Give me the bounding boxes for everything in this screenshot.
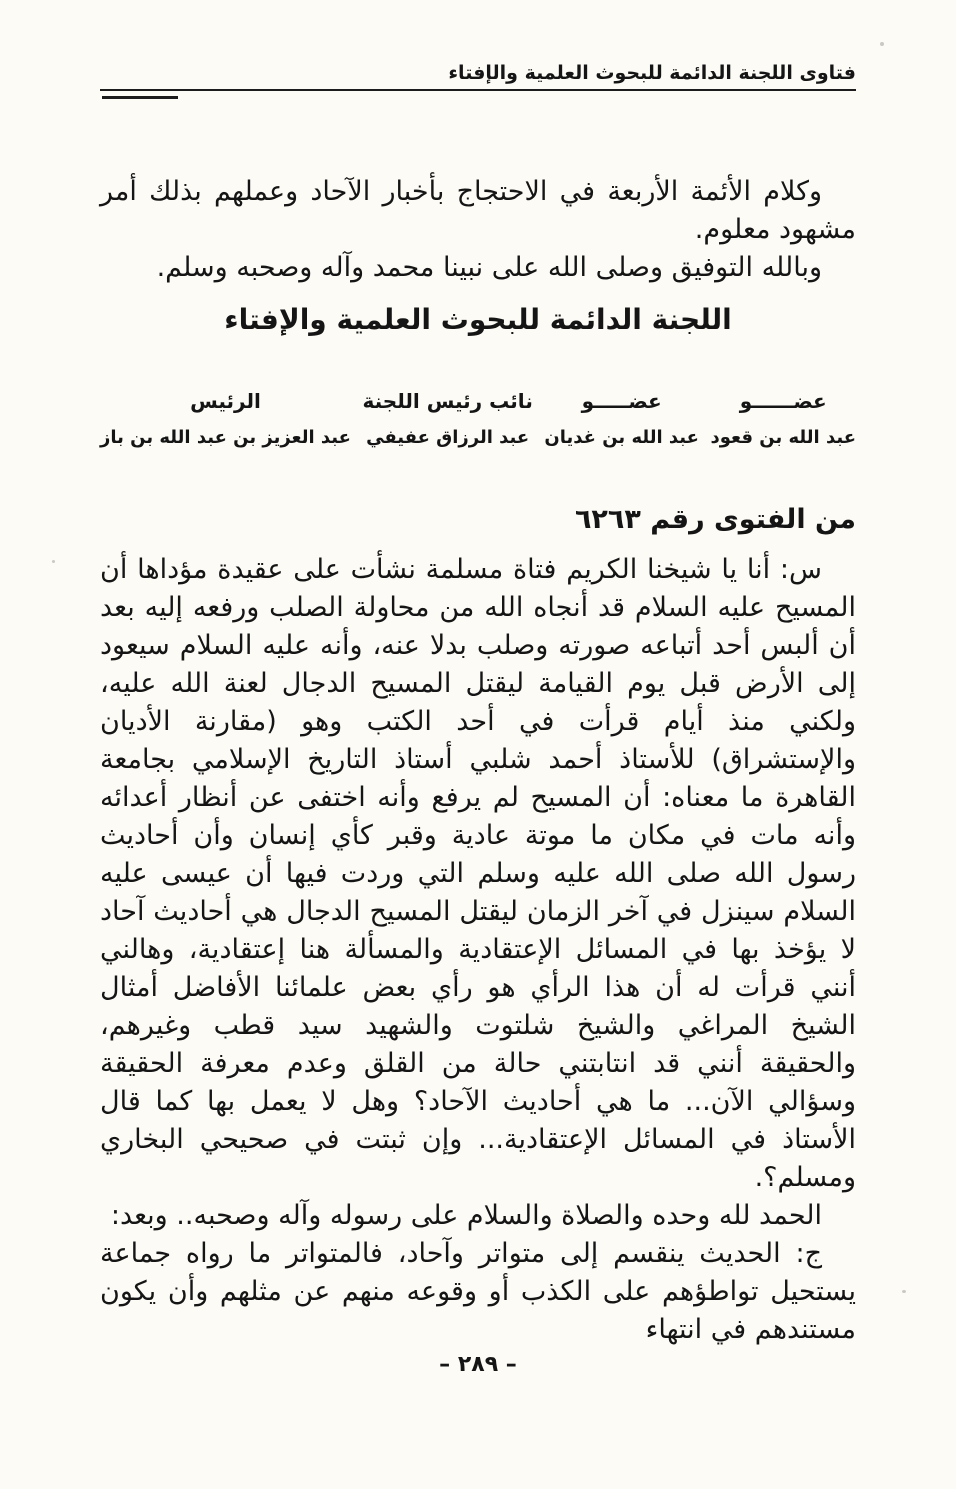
scan-speck [902,1290,906,1293]
signature-role: عضــــــو [739,389,827,413]
signature-column-vice-president [363,389,533,448]
tasliya-line: وبالله التوفيق وصلى الله على نبينا محمد وآله وصحبه وسلم. [156,252,822,283]
scan-speck [52,560,55,563]
signature-role: نائب رئيس اللجنة [362,389,533,413]
page-content [100,173,856,1349]
fatwa-heading: من الفتوى رقم ٦٢٦٣ [574,504,856,535]
committee-name: اللجنة الدائمة للبحوث العلمية والإفتاء [224,303,732,336]
running-head [100,62,856,91]
scan-speck [880,42,884,46]
running-head-title: فتاوى اللجنة الدائمة للبحوث العلمية والإفتاء [448,62,856,84]
signature-column-member-1 [711,389,856,448]
signature-column-president [100,389,351,448]
header-left-rule [102,96,178,99]
hamdala-line: الحمد لله وحده والصلاة والسلام على رسوله وآله وصحبه.. وبعد: [110,1200,822,1231]
signature-name: عبد الرزاق عفيفي [366,427,530,448]
answer-paragraph: ج: الحديث ينقسم إلى متواتر وآحاد، فالمتواتر ما رواه جماعة يستحيل تواطؤهم على الكذب أو وقوعه منهم عن مثلهم وأن يكون مستندهم في انتهاء [100,1238,856,1345]
signature-name: عبد العزيز بن عبد الله بن باز [100,427,351,448]
signature-block [100,389,856,448]
signature-name: عبد الله بن قعود [710,427,856,448]
signature-column-member-2 [544,389,699,448]
question-paragraph: س: أنا يا شيخنا الكريم فتاة مسلمة نشأت على عقيدة مؤداها أن المسيح عليه السلام قد أنجاه الله من محاولة الصلب ورفعه إليه بعد أن ألبس أحد أتباعه صورته وصلب بدلا عنه، وأنه عليه السلام سيعود إلى الأرض قبل يوم القيامة ليقتل المسيح الدجال لعنة الله عليه، ولكني منذ أيام قرأت في أحد الكتب وهو (مقارنة الأديان والإستشراق) للأستاذ أحمد شلبي أستاذ التاريخ الإسلامي بجامعة القاهرة ما معناه: أن المسيح لم يرفع وأنه اختفى عن أنظار أعدائه وأنه مات في مكان ما موتة عادية وقبر كأي إنسان وأن أحاديث رسول الله صلى الله عليه وسلم التي وردت فيها أن عيسى عليه السلام سينزل في آخر الزمان ليقتل المسيح الدجال هي أحاديث آحاد لا يؤخذ بها في المسائل الإعتقادية والمسألة هنا إعتقادية، وهالني أنني قرأت له أن هذا الرأي هو رأي بعض علمائنا الأفاضل أمثال الشيخ المراغي والشيخ شلتوت والشهيد سيد قطب وغيرهم، والحقيقة أنني قد انتابتني حالة من القلق وعدم معرفة الحقيقة وسؤالي الآن... ما هي أحاديث الآحاد؟ وهل لا يعمل بها كما قال الأستاذ في المسائل الإعتقادية... وإن ثبتت في صحيحي البخاري ومسلم؟. [100,554,856,1193]
signature-name: عبد الله بن غديان [544,427,699,448]
signature-role: الرئيس [190,389,261,413]
signature-role: عضـــــو [581,389,662,413]
page-number: – ٢٨٩ – [439,1352,517,1377]
closing-paragraph: وكلام الأئمة الأربعة في الاحتجاج بأخبار الآحاد وعملهم بذلك أمر مشهود معلوم. [100,176,856,245]
